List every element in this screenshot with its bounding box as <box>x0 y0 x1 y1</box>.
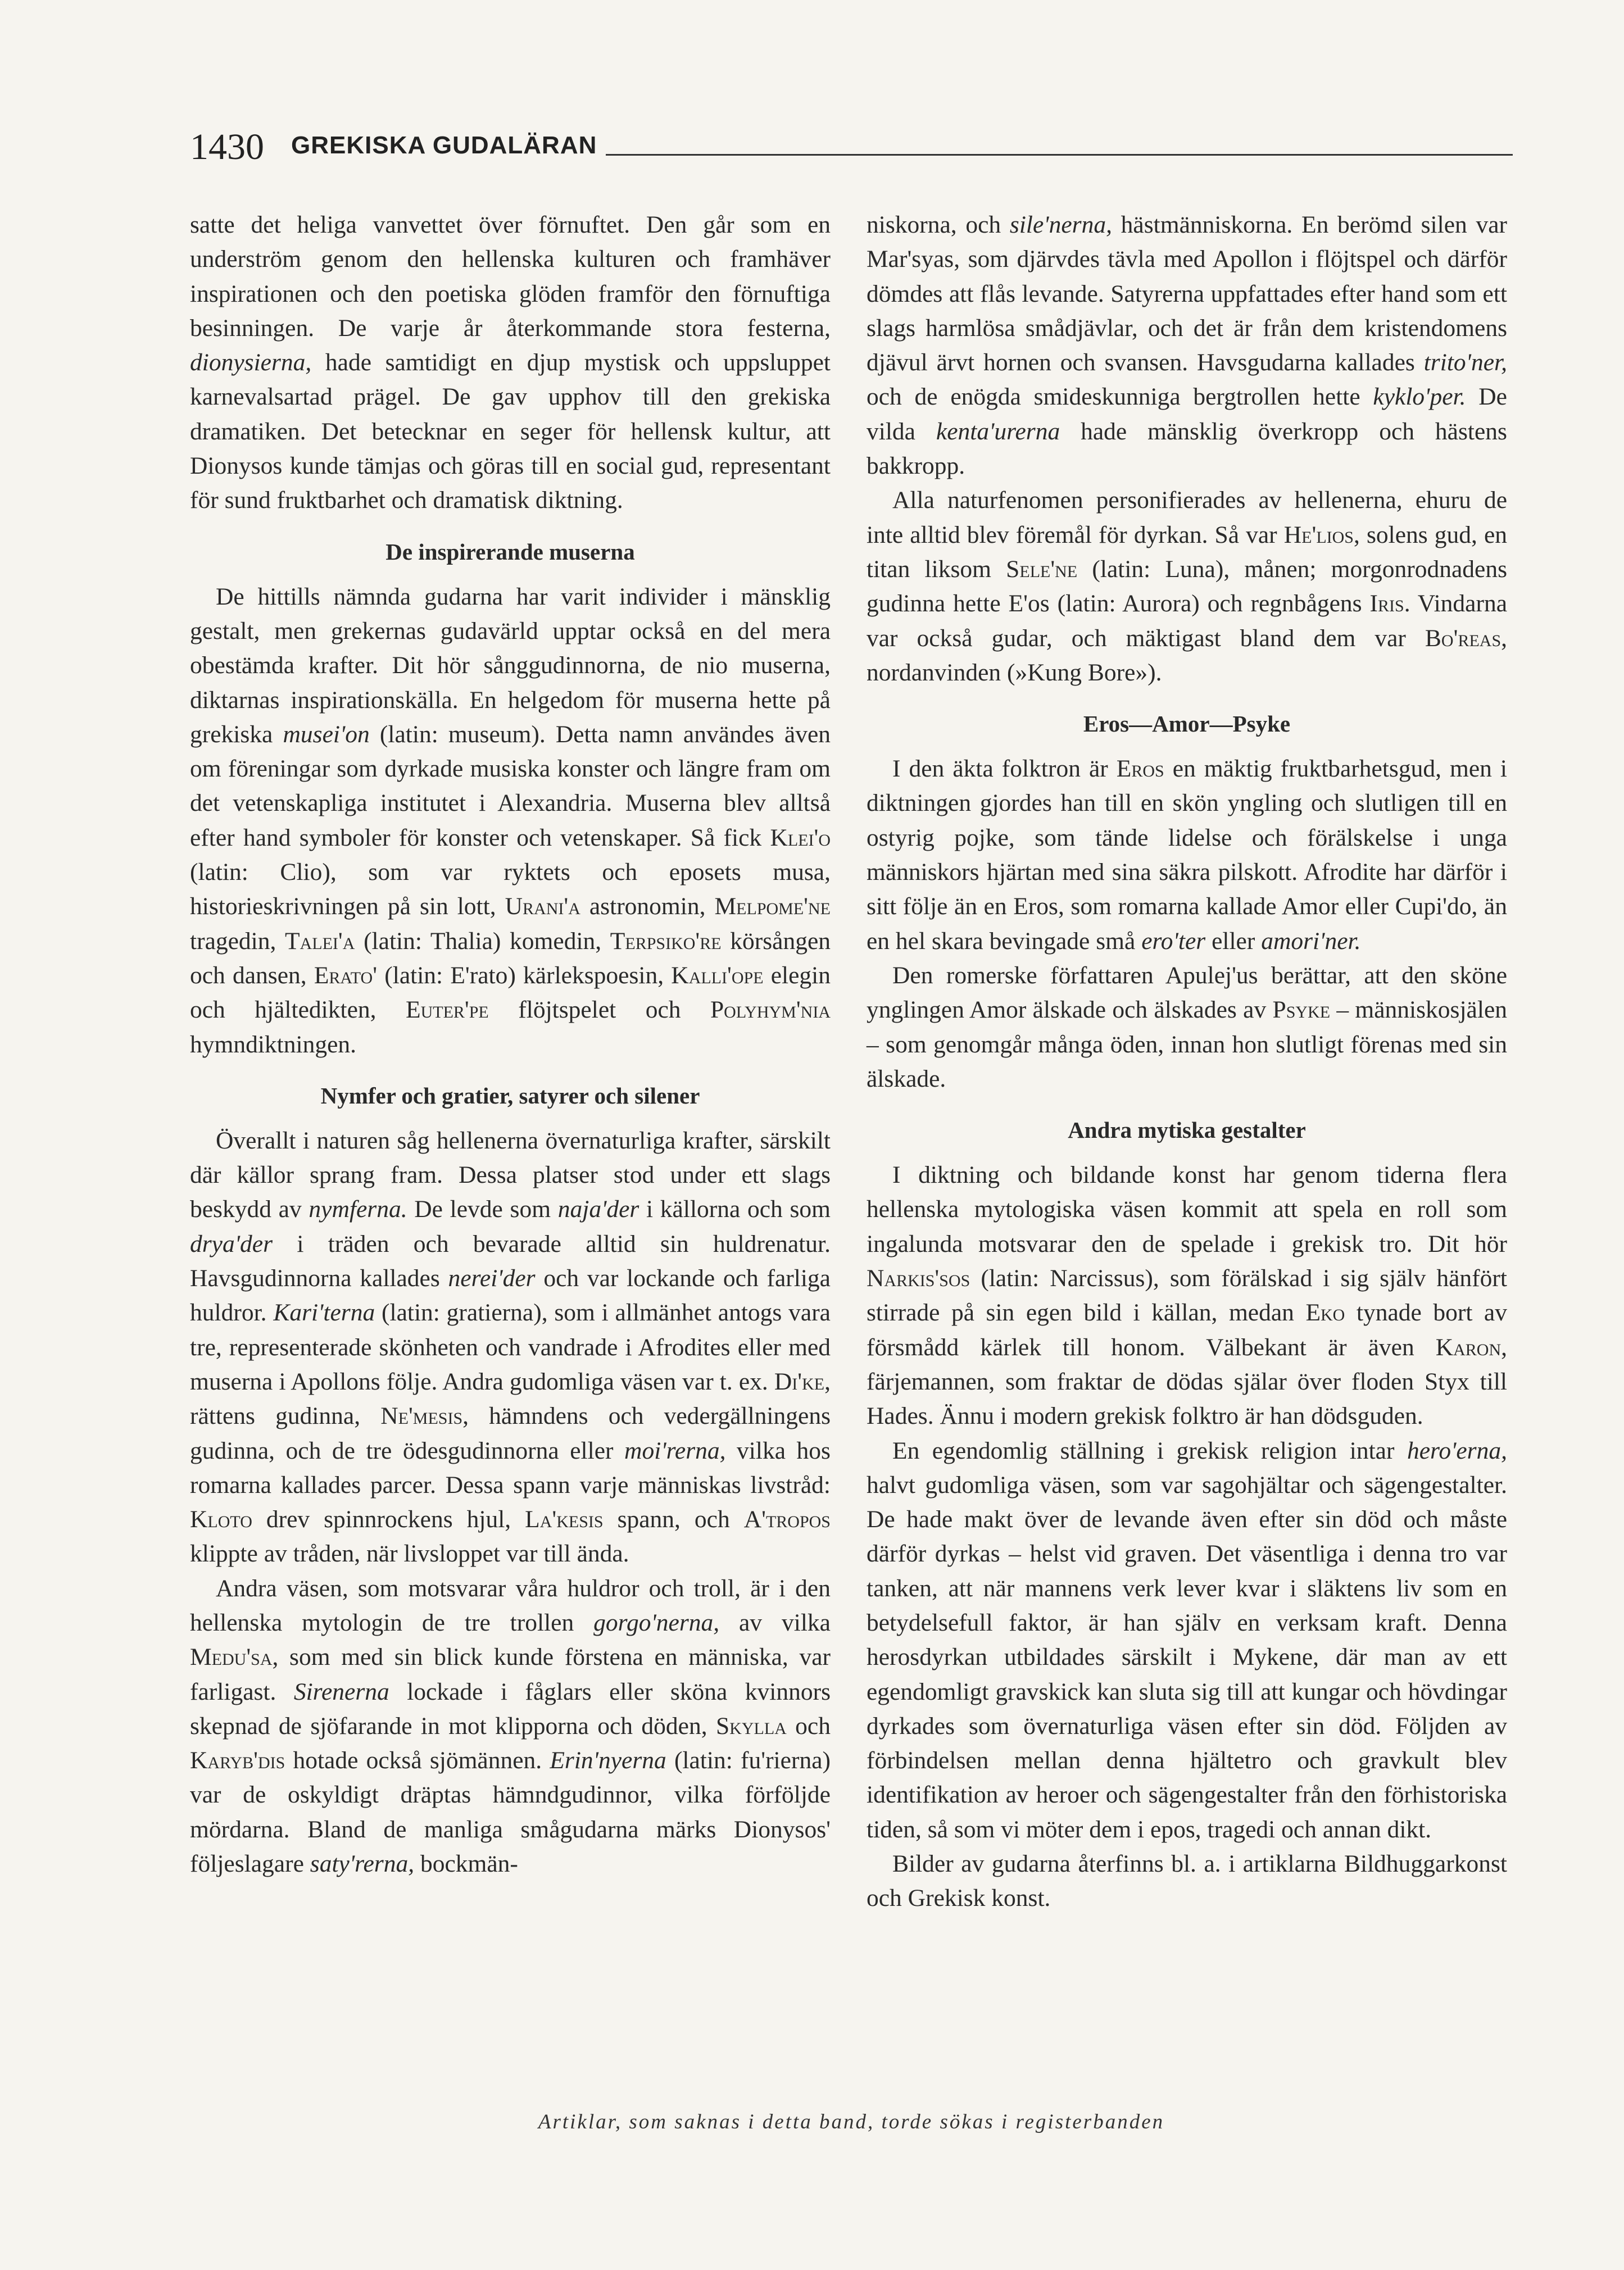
header-rule <box>606 154 1513 156</box>
page-number: 1430 <box>190 126 264 167</box>
paragraph: niskorna, och sile'nerna, hästmänniskorna. En berömd silen var Mar'syas, som djärvdes tävla med Apollon i flöjtspel och därför dömdes att flås levande. Satyrerna uppfattades efter hand som ett slags harmlösa smådjävlar, och det är från dem kristendomens djävul ärvt hornen och svansen. Havsgudarna kallades trito'ner, och de enögda smideskunniga bergtrollen hette kyklo'per. De vilda kenta'urerna hade mänsklig överkropp och hästens bakkropp. <box>867 211 1507 480</box>
paragraph: Den romerske författaren Apulej'us berättar, att den sköne ynglingen Amor älskade och älskades av Psyke – människosjälen – som genomgår många öden, innan hon slutligt förenas med sin älskade. <box>867 961 1508 1092</box>
page-header <box>190 125 1513 170</box>
section-heading: Andra mytiska gestalter <box>1068 1117 1306 1143</box>
section-heading: Eros—Amor—Psyke <box>1083 711 1291 737</box>
paragraph: Överallt i naturen såg hellenerna övernaturliga krafter, särskilt där källor sprang fram. Dessa platser stod under ett slags beskydd av nymferna. De levde som naja'der i källorna och som drya'der i träden och bevarade alltid sin huldrenatur. Havsgudinnorna kallades nerei'der och var lockande och farliga huldror. Kari'terna (latin: gratierna), som i allmänhet antogs vara tre, representerade skönheten och vandrade i Afrodites eller med muserna i Apollons följe. Andra gudomliga väsen var t. ex. Di'ke, rättens gudinna, Ne'mesis, hämndens och vedergällningens gudinna, och de tre ödesgudinnorna eller moi'rerna, vilka hos romarna kallades parcer. Dessa spann varje människas livstråd: Kloto drev spinnrockens hjul, La'kesis spann, och A'tropos klippte av tråden, när livsloppet var till ända. <box>190 1127 831 1568</box>
right-column <box>867 208 1507 1916</box>
paragraph: Andra väsen, som motsvarar våra huldror och troll, är i den hellenska mytologin de tre trollen gorgo'nerna, av vilka Medu'sa, som med sin blick kunde förstena en människa, var farligast. Sirenerna lockade i fåglars eller sköna kvinnors skepnad de sjöfarande in mot klipporna och döden, Skylla och Karyb'dis hotade också sjömännen. Erin'nyerna (latin: fu'rierna) var de oskyldigt dräptas hämndgudinnor, vilka förföljde mördarna. Bland de manliga smågudarna märks Dionysos' följeslagare saty'rerna, bockmän- <box>190 1574 831 1878</box>
paragraph: En egendomlig ställning i grekisk religion intar hero'erna, halvt gudomliga väsen, som var sagohjältar och sägengestalter. De hade makt över de levande även efter sin död och måste därför dyrkas – helst vid graven. Det väsentliga i denna tro var tanken, att när mannens verk lever kvar i släktens liv som en betydelsefull faktor, är han själv en verksam kraft. Denna herosdyrkan utbildades särskilt i Mykene, där man av ett egendomligt gravskick kan sluta sig till att kungar och hövdingar dyrkades som övernaturliga väsen efter sin död. Följden av förbindelsen mellan denna hjältetro och gravkult blev identifikation av heroer och sägengestalter från den förhistoriska tiden, så som vi möter dem i epos, tragedi och annan dikt. <box>867 1437 1507 1843</box>
left-column <box>190 208 831 1881</box>
paragraph: satte det heliga vanvettet över förnuftet. Den går som en underström genom den hellenska kulturen och framhäver inspirationen och den poetiska glöden framför den förnuftiga besinningen. De varje år återkommande stora festerna, dionysierna, hade samtidigt en djup mystisk och uppsluppet karnevalsartad prägel. De gav upphov till den grekiska dramatiken. Det betecknar en seger för hellensk kultur, att Dionysos kunde tämjas och göras till en social gud, representant för sund fruktbarhet och dramatisk diktning. <box>190 211 831 514</box>
paragraph: De hittills nämnda gudarna har varit individer i mänsklig gestalt, men grekernas gudavärld upptar också en del mera obestämda krafter. Dit hör sånggudinnorna, de nio muserna, diktarnas inspirationskälla. En helgedom för muserna hette på grekiska musei'on (latin: museum). Detta namn användes även om föreningar som dyrkade musiska konster och längre fram om det vetenskapliga institutet i Alexandria. Muserna blev alltså efter hand symboler för konster och vetenskaper. Så fick Klei'o (latin: Clio), som var ryktets och eposets musa, historieskrivningen på sin lott, Urani'a astronomin, Melpome'ne tragedin, Talei'a (latin: Thalia) komedin, Terpsiko're körsången och dansen, Erato' (latin: E'rato) kärlekspoesin, Kalli'ope elegin och hjältedikten, Euter'pe flöjtspelet och Polyhym'nia hymndiktningen. <box>190 583 831 1058</box>
paragraph: I diktning och bildande konst har genom tiderna flera hellenska mytologiska väsen kommit att spela en roll som ingalunda motsvarar den de spelade i grekisk tro. Dit hör Narkis'sos (latin: Narcissus), som förälskad i sig själv hänfört stirrade på sin egen bild i källan, medan Eko tynade bort av försmådd kärlek till honom. Välbekant är även Karon, färjemannen, som fraktar de dödas själar över floden Styx till Hades. Ännu i modern grekisk folktro är han dödsguden. <box>867 1161 1507 1430</box>
section-heading: Nymfer och gratier, satyrer och silener <box>320 1082 700 1109</box>
paragraph: I den äkta folktron är Eros en mäktig fruktbarhetsgud, men i diktningen gjordes han till en skön yngling och slutligen till en ostyrig pojke, som tände lidelse och förälskelse i unga människors hjärtan med sina säkra pilskott. Afrodite har därför i sitt följe än en Eros, som romarna kallade Amor eller Cupi'do, än en hel skara bevingade små ero'ter eller amori'ner. <box>867 755 1507 955</box>
paragraph: Bilder av gudarna återfinns bl. a. i artiklarna Bildhuggarkonst och Grekisk konst. <box>867 1850 1507 1912</box>
paragraph: Alla naturfenomen personifierades av hellenerna, ehuru de inte alltid blev föremål för dyrkan. Så var He'lios, solens gud, en titan liksom Sele'ne (latin: Luna), månen; morgonrodnadens gudinna hette E'os (latin: Aurora) och regnbågens Iris. Vindarna var också gudar, och mäktigast bland dem var Bo'reas, nordanvinden (»Kung Bore»). <box>867 487 1508 686</box>
footer-note: Artiklar, som saknas i detta band, torde sökas i registerbanden <box>538 2110 1165 2133</box>
section-heading: De inspirerande muserna <box>385 538 635 565</box>
running-title: GREKISKA GUDALÄRAN <box>291 131 597 159</box>
